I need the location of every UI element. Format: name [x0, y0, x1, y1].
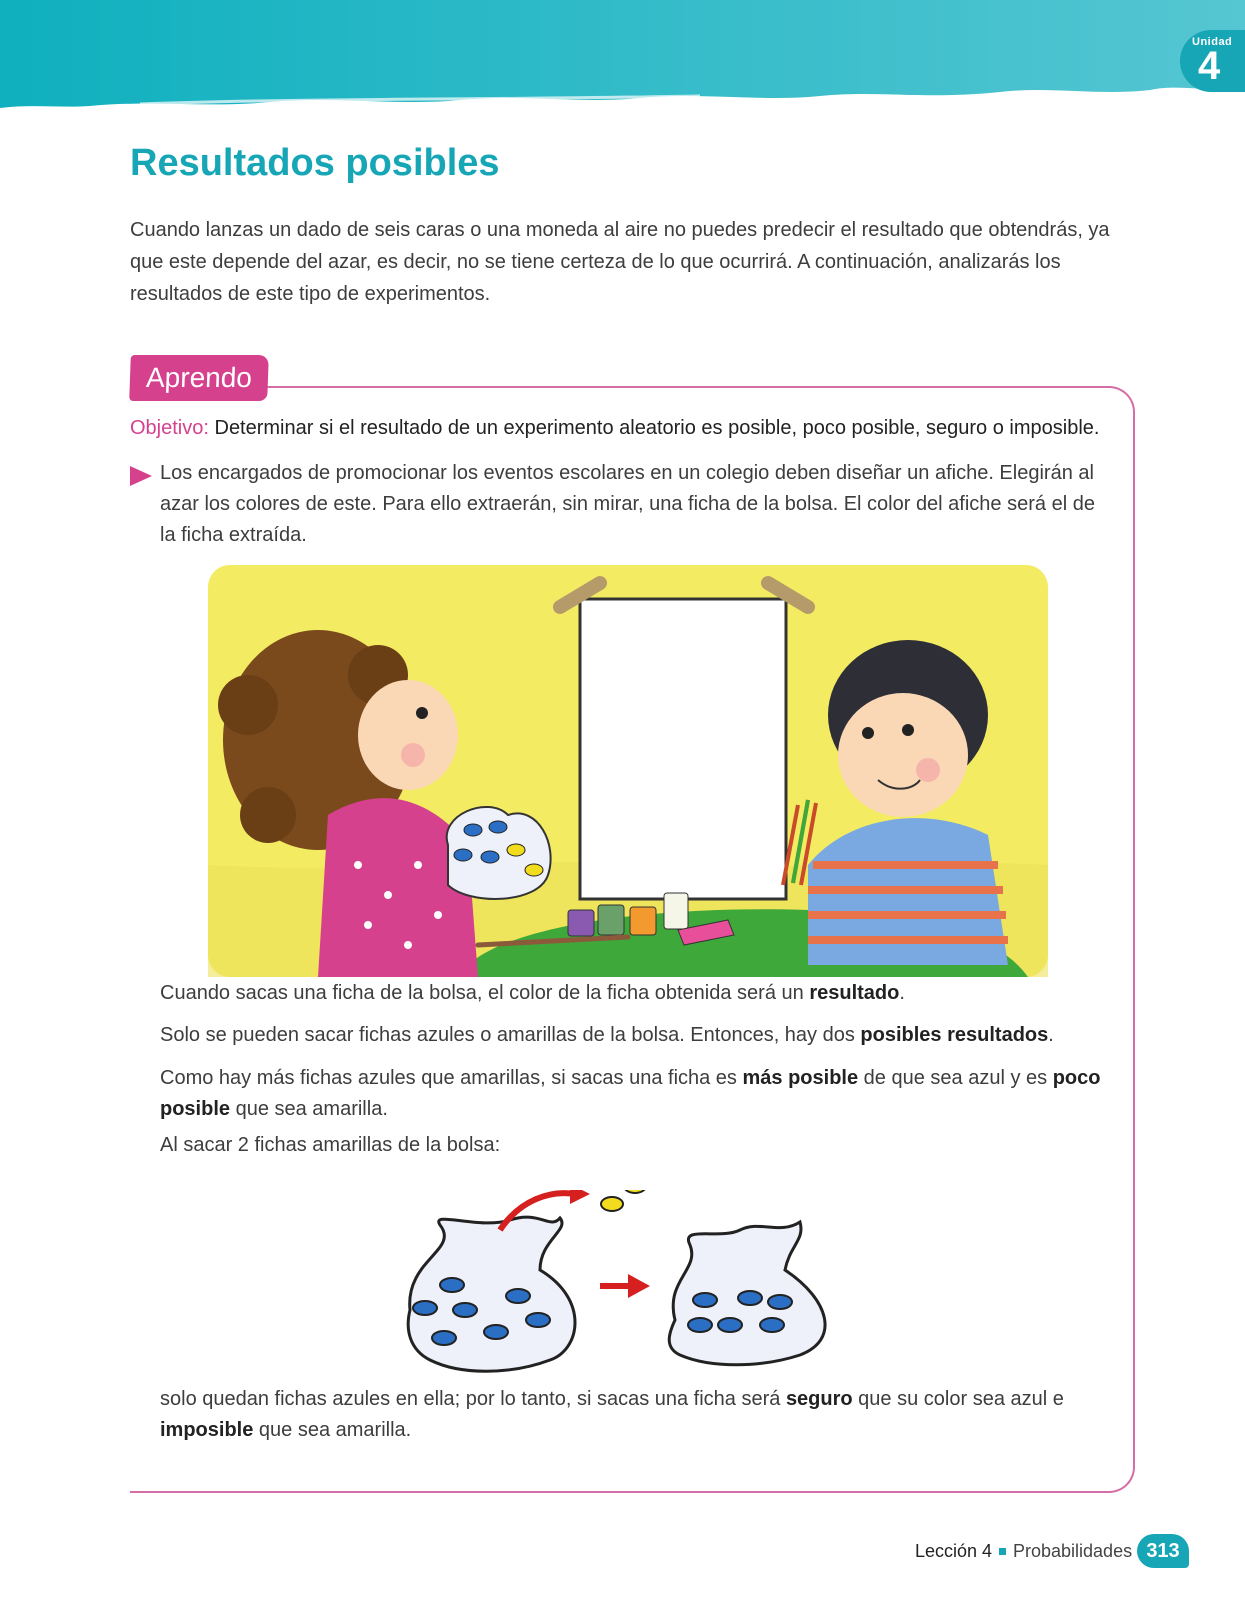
paragraph-result	[160, 978, 1115, 1009]
footer-lesson: Lección 4	[915, 1541, 993, 1561]
p2-b: resultado	[809, 982, 900, 1004]
p3-a: Solo se pueden sacar fichas azules o amarillas de la bolsa. Entonces, hay dos	[160, 1024, 861, 1046]
unit-badge	[1180, 30, 1245, 92]
p4-b: más posible	[742, 1067, 859, 1089]
page-number: 313	[1137, 1534, 1189, 1568]
children-poster-illustration	[208, 565, 1048, 977]
footer-topic: Probabilidades	[1013, 1541, 1133, 1561]
p3-c: .	[1048, 1024, 1054, 1046]
paragraph-poster: Los encargados de promocionar los eventos escolares en un colegio deben diseñar un afiche. Elegirán al azar los colores de este. Para ello extraerán, sin mirar, una ficha de la bolsa. El color del afiche será el de la ficha extraída.	[160, 462, 1095, 546]
paragraph-certain-impossible	[160, 1384, 1115, 1446]
footer-separator-dot	[999, 1548, 1006, 1555]
bags-illustration	[400, 1190, 860, 1390]
unit-number: 4	[1198, 44, 1221, 88]
objective	[130, 414, 1130, 442]
p4-a: Como hay más fichas azules que amarillas, si sacas una ficha es	[160, 1067, 743, 1089]
p3-b: posibles resultados	[860, 1024, 1049, 1046]
p2-a: Cuando sacas una ficha de la bolsa, el color de la ficha obtenida será un	[160, 982, 810, 1004]
paragraph-possible-results	[160, 1020, 1115, 1051]
p6-c: que su color sea azul e	[852, 1388, 1064, 1410]
p6-b: seguro	[785, 1388, 853, 1410]
p4-e: que sea amarilla.	[230, 1098, 388, 1120]
objective-label: Objetivo:	[130, 417, 209, 439]
p6-d: imposible	[160, 1419, 254, 1441]
objective-text: Determinar si el resultado de un experimento aleatorio es posible, poco posible, seguro o imposible.	[208, 417, 1100, 439]
page-title: Resultados posibles	[130, 142, 500, 184]
aprendo-tag: Aprendo	[129, 355, 269, 401]
p4-c: de que sea azul y es	[858, 1067, 1053, 1089]
p6-a: solo quedan fichas azules en ella; por lo tanto, si sacas una ficha será	[160, 1388, 786, 1410]
p2-c: .	[899, 982, 905, 1004]
play-triangle-icon	[130, 466, 152, 486]
unit-label: Unidad	[1192, 36, 1233, 48]
p6-e: que sea amarilla.	[253, 1419, 412, 1441]
paragraph-remove-two: Al sacar 2 fichas amarillas de la bolsa:	[160, 1134, 501, 1156]
header-banner	[0, 0, 1245, 120]
p4-d: poco posible	[160, 1067, 1101, 1120]
paragraph-likelihood	[160, 1063, 1115, 1125]
intro-paragraph: Cuando lanzas un dado de seis caras o una moneda al aire no puedes predecir el resultado que obtendrás, ya que este depende del azar, es decir, no se tiene certeza de lo que ocurrirá. A continuación, analizarás los resultados de este tipo de experimentos.	[130, 219, 1110, 305]
